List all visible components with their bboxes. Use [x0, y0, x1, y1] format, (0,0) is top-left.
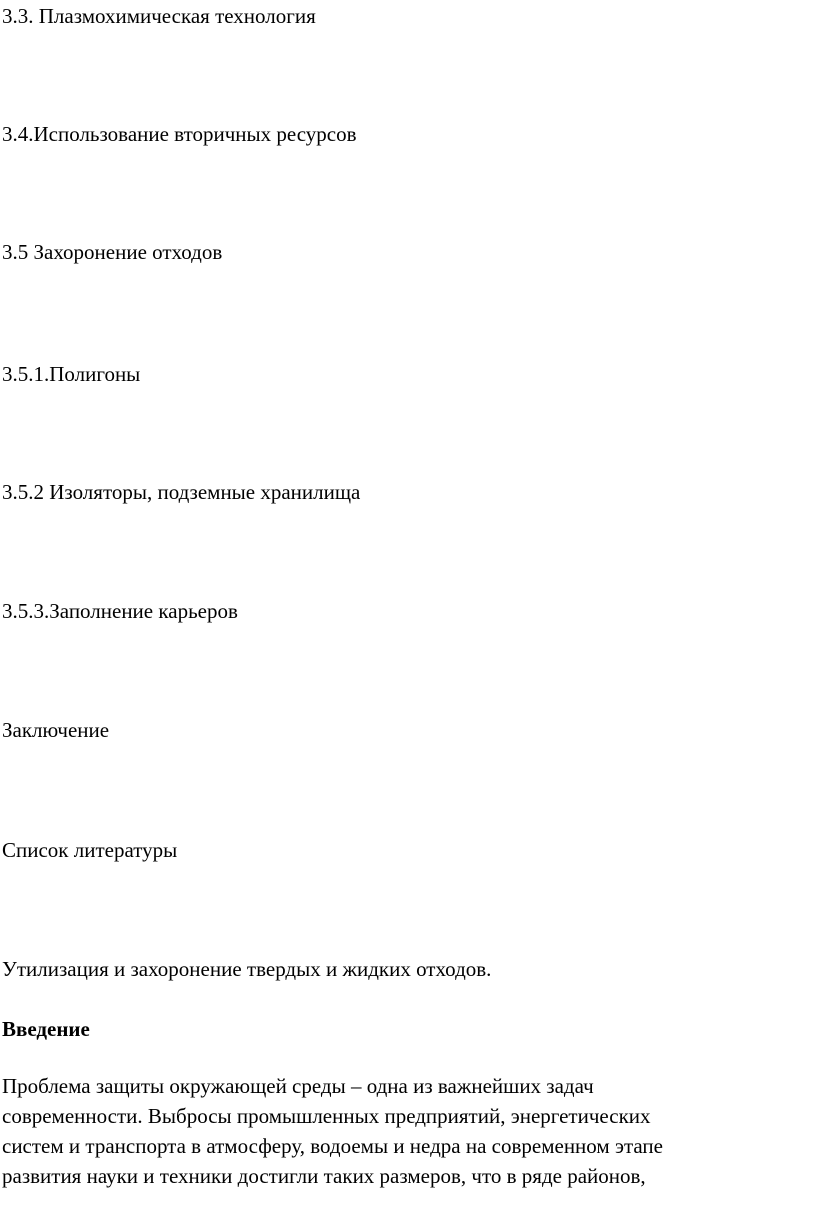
toc-item-3-3: 3.3. Плазмохимическая технология: [2, 4, 316, 28]
toc-item-3-5-1: 3.5.1.Полигоны: [2, 362, 141, 386]
toc-item-conclusion: Заключение: [2, 718, 110, 742]
toc-item-3-5-3: 3.5.3.Заполнение карьеров: [2, 599, 238, 623]
toc-item-3-5-2: 3.5.2 Изоляторы, подземные хранилища: [2, 480, 361, 504]
toc-item-3-4: 3.4.Использование вторичных ресурсов: [2, 122, 357, 146]
intro-paragraph: [2, 1071, 802, 1191]
intro-line-3: систем и транспорта в атмосферу, водоемы и недра на современном этапе: [2, 1134, 663, 1158]
toc-item-references: Список литературы: [2, 838, 178, 862]
toc-item-3-5: 3.5 Захоронение отходов: [2, 240, 223, 264]
intro-line-2: современности. Выбросы промышленных предприятий, энергетических: [2, 1104, 651, 1128]
intro-line-4: развития науки и техники достигли таких размеров, что в ряде районов,: [2, 1164, 646, 1188]
intro-line-1: Проблема защиты окружающей среды – одна из важнейших задач: [2, 1074, 594, 1098]
section-heading-introduction: Введение: [2, 1017, 90, 1041]
document-title: Утилизация и захоронение твердых и жидких отходов.: [2, 957, 492, 981]
